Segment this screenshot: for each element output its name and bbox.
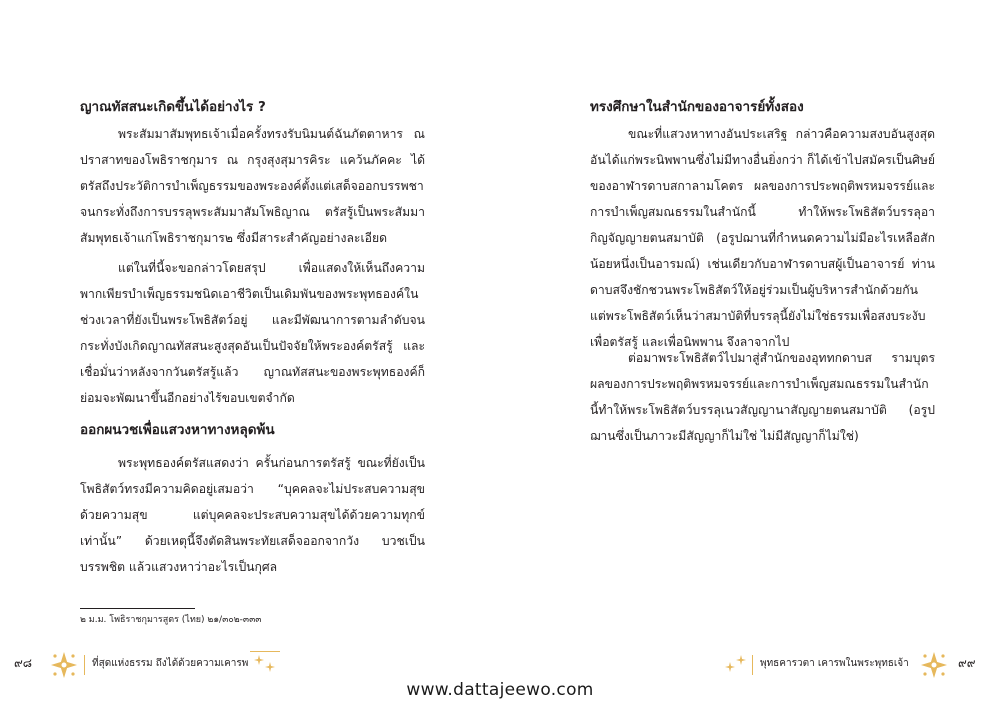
website-url: www.dattajeewo.com [406, 680, 594, 700]
footnote: ๒ ม.ม. โพธิราชกุมารสูตร (ไทย) ๒๑/๓๐๒-๓๓๓ [80, 615, 262, 625]
footer-divider [84, 655, 85, 675]
paragraph: ขณะที่แสวงหาทางอันประเสริฐ กล่าวคือความสงบอันสูงสุด อันได้แก่พระนิพพานซึ่งไม่มีทางอื่นยิ่งกว่า ก็ได้เข้าไปสมัครเป็นศิษย์ของอาฬารดาบสกาลามโคตร ผลของการประพฤติพรหมจรรย์และการบำเพ็ญสมณธรรมในสำนักนี้ ทำให้พระโพธิสัตว์บรรลุอากิญจัญญายตนสมาบัติ (อรูปฌานที่กำหนดความไม่มีอะไรเหลือสักน้อยหนึ่งเป็นอารมณ์) เช่นเดียวกับอาฬารดาบสผู้เป็นอาจารย์ ท่านดาบสจึงชักชวนพระโพธิสัตว์ให้อยู่ร่วมเป็นผู้บริหารสำนักด้วยกัน แต่พระโพธิสัตว์เห็นว่าสมาบัติที่บรรลุนี้ยังไม่ใช่ธรรมเพื่อสงบระงับ เพื่อตรัสรู้ และเพื่อนิพพาน จึงลาจากไป [590, 127, 935, 349]
paragraph: แต่ในที่นี้จะขอกล่าวโดยสรุป เพื่อแสดงให้เห็นถึงความพากเพียรบำเพ็ญธรรมชนิดเอาชีวิตเป็นเดิมพันของพระพุทธองค์ในช่วงเวลาที่ยังเป็นพระโพธิสัตว์อยู่ และมีพัฒนาการตามลำดับจนกระทั่งบังเกิดญาณทัสสนะสูงสุดอันเป็นปัจจัยให้พระองค์ตรัสรู้ และเชื่อมั่นว่าหลังจากวันตรัสรู้แล้ว ญาณทัสสนะของพระพุทธองค์ก็ย่อมจะพัฒนาขึ้นอีกอย่างไร้ขอบเขตจำกัด [80, 261, 425, 405]
footer-divider [752, 655, 753, 675]
ornament-diamond-icon [48, 650, 80, 680]
page-number: ๙๙ [958, 656, 976, 670]
section-heading: ญาณทัสสนะเกิดขึ้นได้อย่างไร ? [80, 99, 266, 115]
footer-title: พุทธคารวตา เคารพในพระพุทธเจ้า [760, 658, 909, 669]
footer-title: ที่สุดแห่งธรรม ถึงได้ด้วยความเคารพ [92, 658, 249, 669]
paragraph: พระสัมมาสัมพุทธเจ้าเมื่อครั้งทรงรับนิมนต์ฉันภัตตาหาร ณ ปราสาทของโพธิราชกุมาร ณ กรุงสุงสุมารคิระ แคว้นภัคคะ ได้ตรัสถึงประวัติการบำเพ็ญธรรมของพระองค์ตั้งแต่เสด็จออกบรรพชาจนกระทั่งถึงการบรรลุพระสัมมาสัมโพธิญาณ ตรัสรู้เป็นพระสัมมาสัมพุทธเจ้าแก่โพธิราชกุมาร๒ ซึ่งมีสาระสำคัญอย่างละเอียด [80, 127, 425, 245]
sparkle-icon [723, 652, 747, 676]
ornament-diamond-icon [918, 650, 950, 680]
sparkle-icon [253, 652, 277, 676]
paragraph: ต่อมาพระโพธิสัตว์ไปมาสู่สำนักของอุททกดาบส รามบุตร ผลของการประพฤติพรหมจรรย์และการบำเพ็ญสมณธรรมในสำนักนี้ทำให้พระโพธิสัตว์บรรลุเนวสัญญานาสัญญายตนสมาบัติ (อรูปฌานซึ่งเป็นภาวะมีสัญญาก็ไม่ใช่ ไม่มีสัญญาก็ไม่ใช่) [590, 351, 935, 443]
page-number: ๙๘ [14, 656, 33, 670]
footnote-rule [80, 608, 195, 609]
paragraph: พระพุทธองค์ตรัสแสดงว่า ครั้นก่อนการตรัสรู้ ขณะที่ยังเป็นโพธิสัตว์ทรงมีความคิดอยู่เสมอว่า “บุคคลจะไม่ประสบความสุขด้วยความสุข แต่บุคคลจะประสบความสุขได้ด้วยความทุกข์เท่านั้น” ด้วยเหตุนี้จึงตัดสินพระทัยเสด็จออกจากวัง บวชเป็นบรรพชิต แล้วแสวงหาว่าอะไรเป็นกุศล [80, 456, 425, 574]
section-heading: ทรงศึกษาในสำนักของอาจารย์ทั้งสอง [590, 99, 804, 115]
section-heading: ออกผนวชเพื่อแสวงหาทางหลุดพ้น [80, 422, 275, 438]
